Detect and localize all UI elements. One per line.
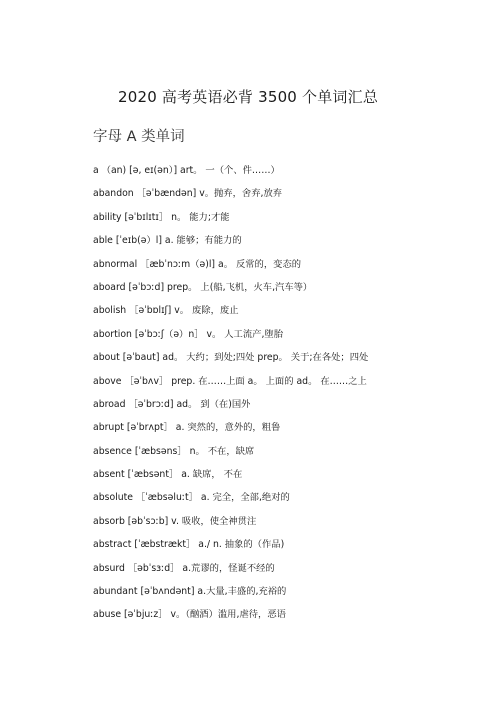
- word-entry: absurd ［əbˈsɜːd］ a.荒谬的，怪诞不经的: [93, 562, 275, 574]
- word-entry: abroad ［əˈbrɔːd] ad。 到（在)国外: [93, 398, 251, 410]
- word-entry: absorb [əbˈsɔːb] v. 吸收，使全神贯注: [93, 515, 257, 527]
- word-entry: abortion [əˈbɔːʃ（ə）n］ v。 人工流产,堕胎: [93, 328, 283, 340]
- word-entry: absence [ˈæbsəns］ n。 不在，缺席: [93, 445, 255, 457]
- word-entry: ability [əˈbɪlɪtɪ］ n。 能力;才能: [93, 211, 230, 223]
- word-entry: abnormal ［æbˈnɔːm（ə)l] a。 反常的，变态的: [93, 258, 302, 270]
- word-entry: absolute ［ˈæbsəluːt］ a. 完全，全部,绝对的: [93, 492, 290, 504]
- document-title: 2020 高考英语必背 3500 个单词汇总: [117, 88, 379, 106]
- word-entry: abolish ［əˈbɒlɪʃ] v。 废除，废止: [93, 305, 239, 317]
- word-entry: abrupt [əˈbrʌpt］ a. 突然的，意外的，粗鲁: [93, 422, 281, 434]
- word-entry: abuse [əˈbjuːz］ v。（酗酒）滥用,虐待，恶语: [93, 609, 286, 621]
- word-entry: aboard [əˈbɔːd] prep。 上(船,飞机，火车,汽车等）: [93, 281, 313, 293]
- word-entry: able [ˈeɪb(ə）l] a. 能够；有能力的: [93, 235, 242, 247]
- word-list: [93, 159, 483, 627]
- word-entry: abundant [əˈbʌndənt] a.大量,丰盛的,充裕的: [93, 586, 287, 598]
- section-heading: 字母 A 类单词: [93, 129, 185, 145]
- word-entry: above ［əˈbʌv］ prep. 在……上面 a。 上面的 ad。 在……之上: [93, 375, 367, 387]
- word-entry: about [əˈbaut] ad。 大约；到处;四处 prep。 关于;在各处；四处: [93, 352, 369, 364]
- word-entry: abstract [ˈæbstrækt］ a./ n. 抽象的（作品): [93, 539, 285, 551]
- word-entry: a （an) [ə, eɪ(ən）] art。 一（个、件……）: [93, 165, 280, 176]
- word-entry: absent [ˈæbsənt］ a. 缺席， 不在: [93, 469, 243, 481]
- word-entry: abandon ［əˈbændən] v。抛弃，舍弃,放弃: [93, 188, 283, 200]
